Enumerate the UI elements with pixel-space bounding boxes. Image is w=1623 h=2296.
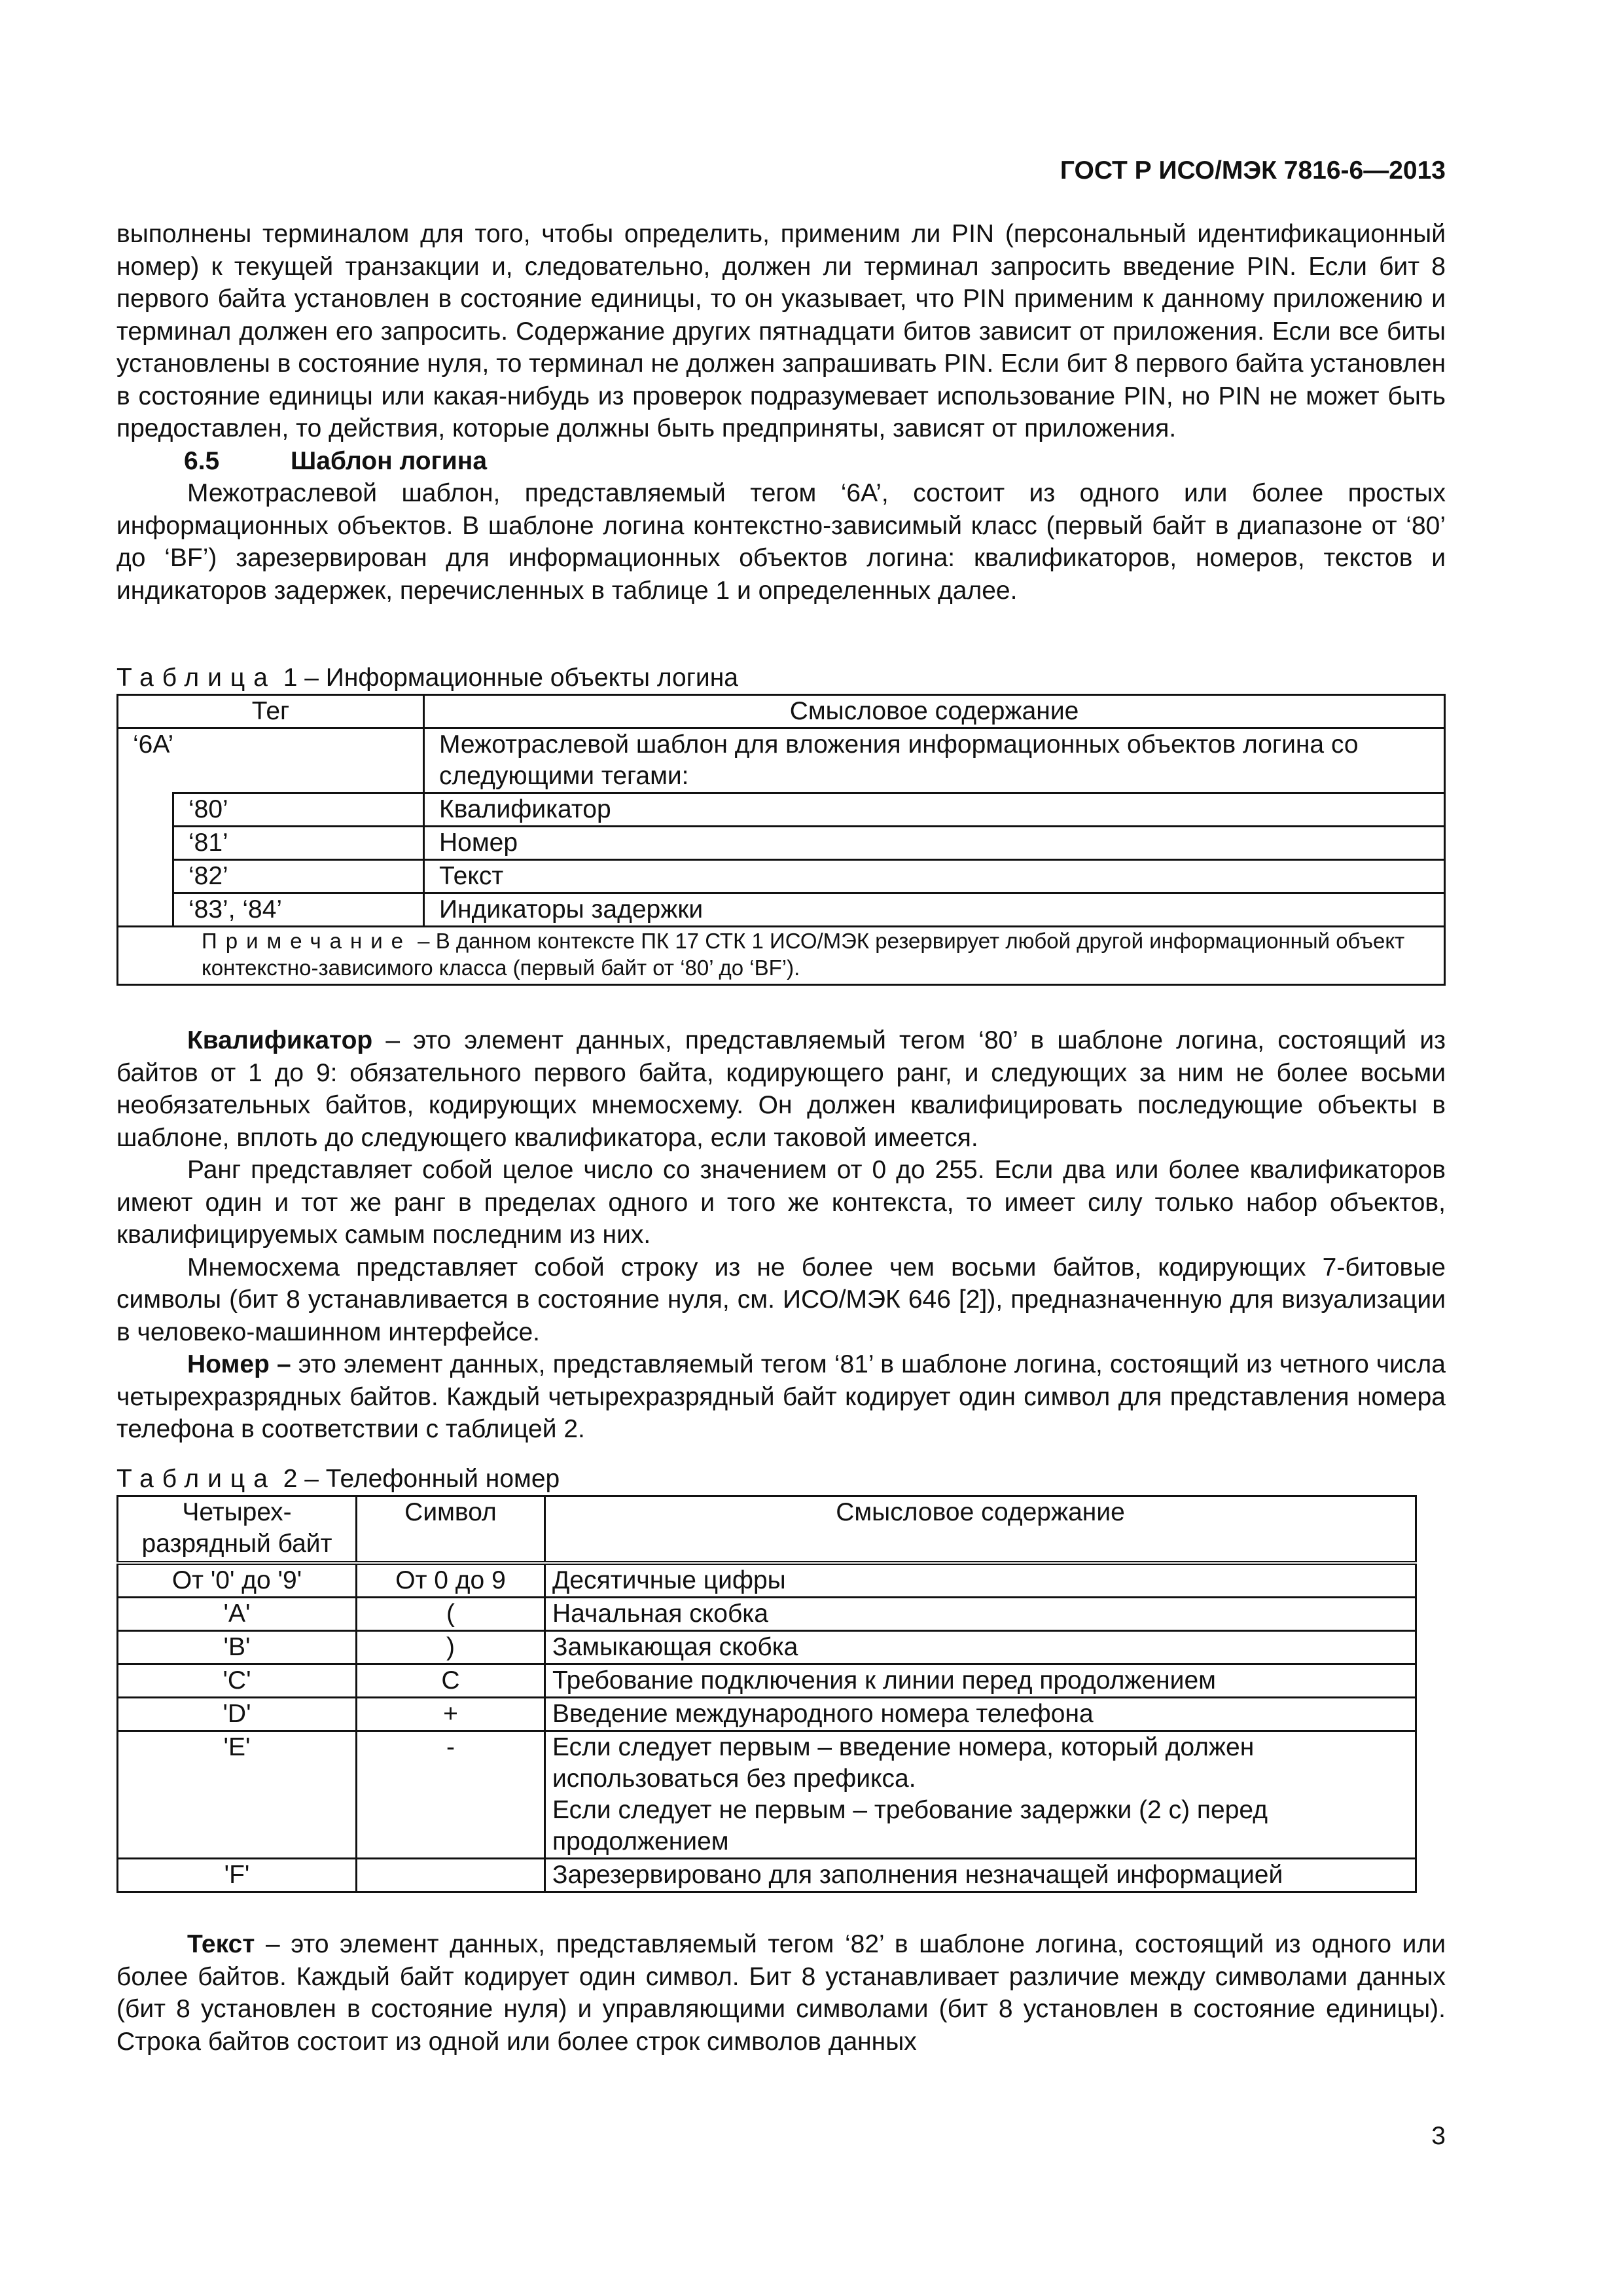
table-cell-meaning: Начальная скобка	[545, 1598, 1416, 1631]
table-cell-byte: 'B'	[118, 1631, 357, 1664]
table-row	[118, 1859, 1416, 1892]
table1-caption	[116, 663, 738, 693]
table-header-row	[118, 1496, 1416, 1564]
table-cell-tag: ‘82’	[173, 860, 424, 893]
table2-caption-word: Таблица	[116, 1465, 276, 1493]
term-qualifier: Квалификатор	[187, 1026, 373, 1054]
term-text: Текст	[187, 1930, 255, 1958]
body-block-1	[116, 218, 1446, 607]
table-cell-meaning: Требование подключения к линии перед продолжением	[545, 1664, 1416, 1698]
term-number: Номер –	[187, 1350, 291, 1378]
table-cell-meaning: Межотраслевой шаблон для вложения информационных объектов логина со следующими тегами:	[424, 728, 1445, 793]
table-cell-meaning: Индикаторы задержки	[424, 893, 1445, 927]
table-row	[118, 1631, 1416, 1664]
table-cell-meaning: Введение международного номера телефона	[545, 1698, 1416, 1731]
table-note	[118, 927, 1445, 985]
table-cell-byte: 'F'	[118, 1859, 357, 1892]
body-block-3	[116, 1928, 1446, 2058]
table-cell-meaning: Текст	[424, 860, 1445, 893]
text-definition: – это элемент данных, представляемый тегом ‘82’ в шаблоне логина, состоящий из одного или более байтов. Каждый байт кодирует один символ. Бит 8 устанавливает различие между символами данных (бит 8 установлен в состояние нуля) и управляющими символами (бит 8 установлен в состояние единицы). Строка байтов состоит из одной или более строк символов данных	[116, 1930, 1446, 2056]
table-cell-tag: ‘83’, ‘84’	[173, 893, 424, 927]
table-cell-byte: 'D'	[118, 1698, 357, 1731]
col-header-meaning: Смысловое содержание	[424, 695, 1445, 728]
paragraph-pin: выполнены терминалом для того, чтобы определить, применим ли PIN (персональный идентификационный номер) к текущей транзакции и, следовательно, должен ли терминал запросить введение PIN. Если бит 8 первого байта установлен в состояние единицы, то он указывает, что PIN применим к данному приложению и терминал должен его запросить. Содержание других пятнадцати битов зависит от приложения. Если все биты установлены в состояние нуля, то терминал не должен запрашивать PIN. Если бит 8 первого байта установлен в состояние единицы или какая-нибудь из проверок подразумевает использование PIN, но PIN не может быть предоставлен, то действия, которые должны быть предприняты, зависят от приложения.	[116, 220, 1446, 442]
qualifier-text: – это элемент данных, представляемый тегом ‘80’ в шаблоне логина, состоящий из байтов от 1 до 9: обязательного первого байта, кодирующего ранг, и следующих за ним не более восьми необязательных байтов, кодирующих мнемосхему. Он должен квалифицировать последующие объекты в шаблоне, вплоть до следующего квалификатора, если таковой имеется.	[116, 1026, 1446, 1152]
table-note-row	[118, 927, 1445, 985]
table-cell-symbol: (	[357, 1598, 545, 1631]
table-cell-tag: ‘6A’	[118, 728, 424, 793]
section-number: 6.5	[184, 446, 220, 475]
meaning-line-first: Если следует первым – введение номера, который должен использоваться без префикса.	[552, 1733, 1255, 1793]
table-cell-meaning: Замыкающая скобка	[545, 1631, 1416, 1664]
table-cell-symbol: C	[357, 1664, 545, 1698]
table-cell-byte: 'A'	[118, 1598, 357, 1631]
paragraph-text	[116, 1928, 1446, 2058]
table-row	[118, 1563, 1416, 1598]
col-header-tag: Тег	[118, 695, 424, 728]
table-cell-indent	[118, 827, 173, 860]
table-cell-indent	[118, 860, 173, 893]
paragraph-qualifier	[116, 1024, 1446, 1154]
paragraph-rank: Ранг представляет собой целое число со значением от 0 до 255. Если два или более квалификаторов имеют один и тот же ранг в пределах одного и того же контекста, то имеет силу только набор объектов, квалифицируемых самым последним из них.	[116, 1156, 1446, 1249]
note-text: – В данном контексте ПК 17 СТК 1 ИСО/МЭК резервирует любой другой информационный объект контекстно-зависимого класса (первый байт от ‘80’ до ‘BF’).	[202, 929, 1405, 980]
paragraph-template: Межотраслевой шаблон, представляемый тегом ‘6A’, состоит из одного или более простых информационных объектов. В шаблоне логина контекстно-зависимый класс (первый байт в диапазоне от ‘80’ до ‘BF’) зарезервирован для информационных объектов логина: квалификаторов, номеров, текстов и индикаторов задержек, перечисленных в таблице 1 и определенных далее.	[116, 479, 1446, 605]
table-cell-byte: От '0' до '9'	[118, 1563, 357, 1598]
table-row	[118, 1698, 1416, 1731]
meaning-line-second: Если следует не первым – требование задержки (2 с) перед продолжением	[552, 1796, 1268, 1856]
paragraph-number	[116, 1348, 1446, 1446]
note-word: Примечание	[202, 929, 412, 953]
section-title: Шаблон логина	[291, 446, 488, 475]
table-cell-symbol: -	[357, 1731, 545, 1859]
table-cell-indent	[118, 793, 173, 827]
table-cell-symbol: )	[357, 1631, 545, 1664]
table-cell-symbol	[357, 1859, 545, 1892]
table-cell-meaning: Квалификатор	[424, 793, 1445, 827]
table2-caption-text: 2 – Телефонный номер	[276, 1465, 560, 1493]
table-login-objects	[116, 694, 1446, 986]
col-header-symbol: Символ	[357, 1496, 545, 1564]
table-row	[118, 1731, 1416, 1859]
table-cell-symbol: +	[357, 1698, 545, 1731]
table-cell-symbol: От 0 до 9	[357, 1563, 545, 1598]
page-number: 3	[1431, 2122, 1446, 2150]
table-phone-number	[116, 1495, 1417, 1893]
paragraph-mnemonic: Мнемосхема представляет собой строку из не более чем восьми байтов, кодирующих 7-битовые символы (бит 8 устанавливается в состояние нуля, см. ИСО/МЭК 646 [2]), предназначенную для визуализации в человеко-машинном интерфейсе.	[116, 1253, 1446, 1346]
table-row	[118, 893, 1445, 927]
document-header: ГОСТ Р ИСО/МЭК 7816-6—2013	[1060, 156, 1446, 185]
table-cell-byte: 'E'	[118, 1731, 357, 1859]
table-cell-tag: ‘80’	[173, 793, 424, 827]
table-row	[118, 827, 1445, 860]
table-header-row	[118, 695, 1445, 728]
table-cell-tag: ‘81’	[173, 827, 424, 860]
table-row	[118, 1598, 1416, 1631]
number-text: это элемент данных, представляемый тегом ‘81’ в шаблоне логина, состоящий из четного числа четырехразрядных байтов. Каждый четырехразрядный байт кодирует один символ для представления номера телефона в соответствии с таблицей 2.	[116, 1350, 1446, 1443]
table-cell-meaning: Номер	[424, 827, 1445, 860]
table2-caption	[116, 1464, 560, 1494]
section-heading	[116, 445, 1446, 478]
table1-caption-word: Таблица	[116, 664, 276, 692]
col-header-meaning: Смысловое содержание	[545, 1496, 1416, 1564]
table-row	[118, 793, 1445, 827]
table-cell-byte: 'C'	[118, 1664, 357, 1698]
table-cell-meaning: Десятичные цифры	[545, 1563, 1416, 1598]
table-cell-meaning	[545, 1731, 1416, 1859]
table-row	[118, 1664, 1416, 1698]
table-cell-indent	[118, 893, 173, 927]
table-row	[118, 860, 1445, 893]
table-row	[118, 728, 1445, 793]
body-block-2	[116, 1024, 1446, 1446]
col-header-byte: Четырех-разрядный байт	[118, 1496, 357, 1564]
table-cell-meaning: Зарезервировано для заполнения незначащей информацией	[545, 1859, 1416, 1892]
table1-caption-text: 1 – Информационные объекты логина	[276, 664, 738, 692]
